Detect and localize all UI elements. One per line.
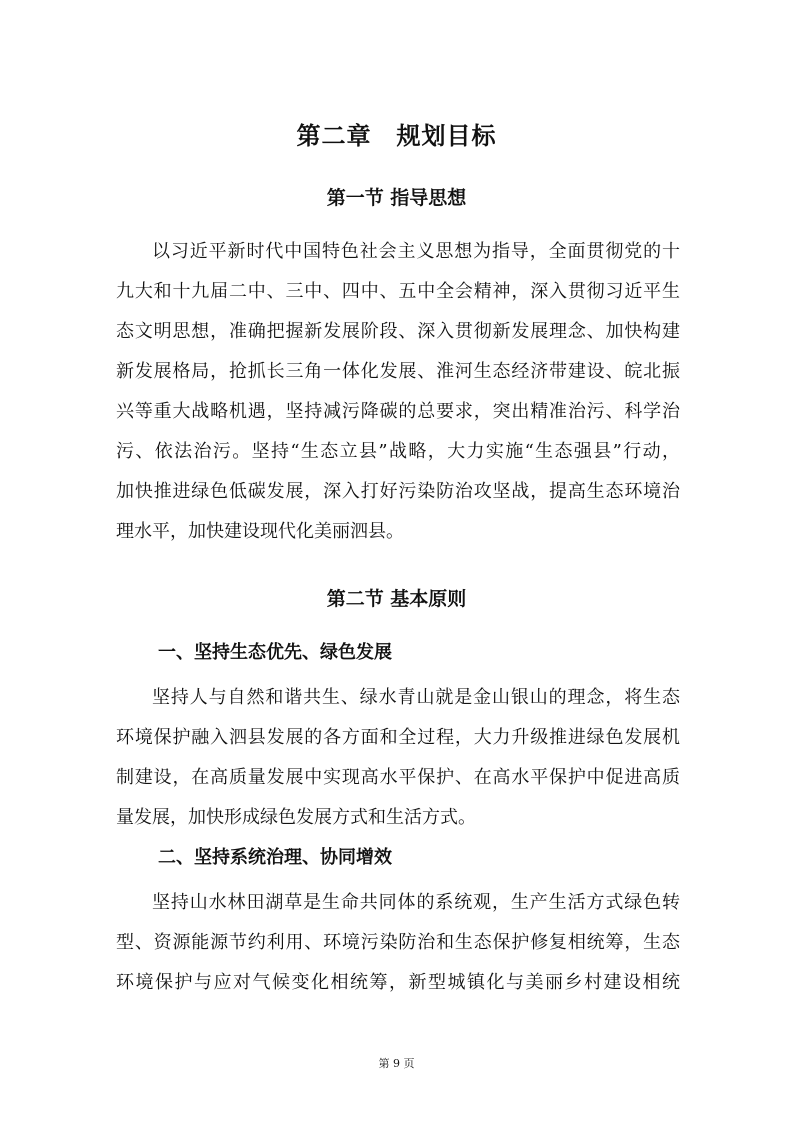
- text-line: 量发展，加快形成绿色发展方式和生活方式。: [116, 807, 476, 828]
- paragraph-system-governance: [116, 883, 680, 1003]
- text-line: 九大和十九届二中、三中、四中、五中全会精神，深入贯彻习近平生: [116, 281, 680, 302]
- subsection-title-ecology-first: 一、坚持生态优先、绿色发展: [158, 642, 392, 663]
- chapter-title: 第二章 规划目标: [296, 122, 497, 150]
- text-line: 环境保护与应对气候变化相统筹，新型城镇化与美丽乡村建设相统: [116, 972, 680, 993]
- section-title-guiding-ideology: 第一节 指导思想: [326, 187, 467, 209]
- subsection-title-system-governance: 二、坚持系统治理、协同增效: [158, 847, 392, 868]
- text-line: 新发展格局，抢抓长三角一体化发展、淮河生态经济带建设、皖北振: [116, 361, 680, 382]
- text-line: 制建设，在高质量发展中实现高水平保护、在高水平保护中促进高质: [116, 767, 680, 788]
- text-line: 兴等重大战略机遇，坚持减污降碳的总要求，突出精准治污、科学治: [116, 401, 680, 422]
- text-line: 以习近平新时代中国特色社会主义思想为指导，全面贯彻党的十: [152, 241, 680, 262]
- paragraph-guiding-ideology: [116, 232, 680, 552]
- text-line: 坚持人与自然和谐共生、绿水青山就是金山银山的理念，将生态: [152, 687, 680, 708]
- paragraph-ecology-first: [116, 678, 680, 838]
- text-line: 型、资源能源节约利用、环境污染防治和生态保护修复相统筹，生态: [116, 932, 680, 953]
- page-number: 第 9 页: [378, 1057, 415, 1070]
- text-line: 态文明思想，准确把握新发展阶段、深入贯彻新发展理念、加快构建: [116, 321, 680, 342]
- text-line: 加快推进绿色低碳发展，深入打好污染防治攻坚战，提高生态环境治: [116, 481, 680, 502]
- text-line: 坚持山水林田湖草是生命共同体的系统观，生产生活方式绿色转: [152, 892, 680, 913]
- section-title-basic-principles: 第二节 基本原则: [326, 588, 467, 610]
- text-line: 污、依法治污。坚持“生态立县”战略，大力实施“生态强县”行动，: [116, 441, 680, 462]
- text-line: 理水平，加快建设现代化美丽泗县。: [116, 521, 404, 542]
- text-line: 环境保护融入泗县发展的各方面和全过程，大力升级推进绿色发展机: [116, 727, 680, 748]
